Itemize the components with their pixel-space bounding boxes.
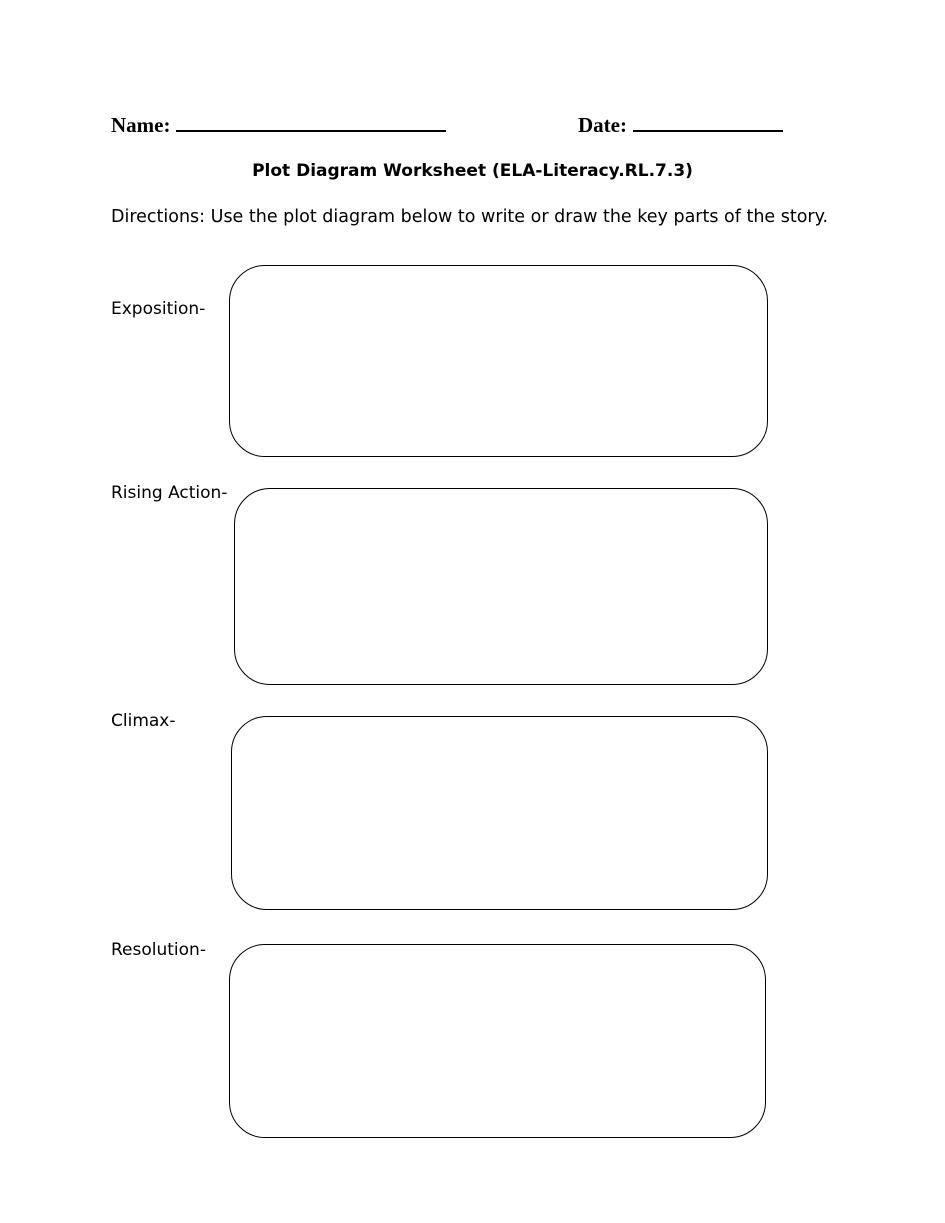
- date-label: Date:: [578, 113, 627, 137]
- climax-label: Climax-: [111, 711, 176, 731]
- exposition-answer-box[interactable]: [229, 265, 768, 457]
- resolution-answer-box[interactable]: [229, 944, 766, 1138]
- directions-text: Directions: Use the plot diagram below to write or draw the key parts of the story.: [111, 207, 829, 227]
- exposition-label: Exposition-: [111, 299, 206, 319]
- rising-action-answer-box[interactable]: [234, 488, 768, 685]
- name-label: Name:: [111, 113, 171, 137]
- worksheet-title: Plot Diagram Worksheet (ELA-Literacy.RL.7.3): [252, 161, 693, 181]
- name-field: [111, 112, 446, 138]
- climax-answer-box[interactable]: [231, 716, 768, 910]
- date-field: [578, 112, 783, 138]
- resolution-label: Resolution-: [111, 940, 206, 960]
- rising-action-label: Rising Action-: [111, 483, 228, 503]
- date-blank-line[interactable]: [633, 112, 783, 132]
- name-blank-line[interactable]: [176, 112, 446, 132]
